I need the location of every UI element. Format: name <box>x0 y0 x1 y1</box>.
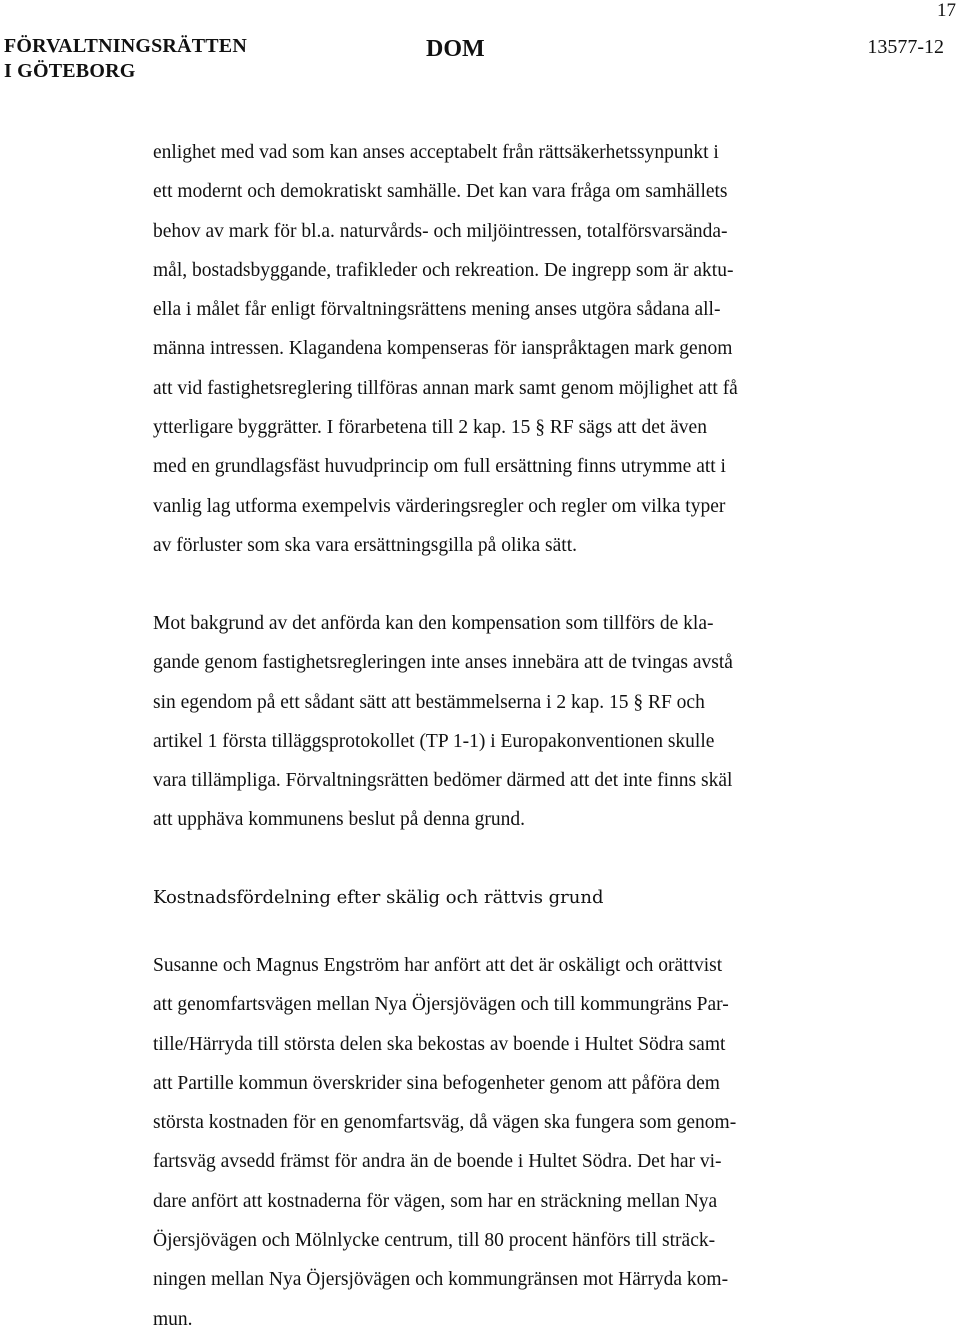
text-line: mun. <box>153 1308 193 1330</box>
court-name-line-1: FÖRVALTNINGSRÄTTEN <box>4 35 247 57</box>
text-line: Mot bakgrund av det anförda kan den kompensation som tillförs de kla- <box>153 613 714 634</box>
text-line: ytterligare byggrätter. I förarbetena till 2 kap. 15 § RF sägs att det även <box>153 417 707 439</box>
paragraph-2 <box>153 604 853 840</box>
text-line: Öjersjövägen och Mölnlycke centrum, till 80 procent hänförs till sträck- <box>153 1230 716 1252</box>
text-line: gande genom fastighetsregleringen inte anses innebära att de tvingas avstå <box>153 652 733 674</box>
text-line: vanlig lag utforma exempelvis värderingsregler och regler om vilka typer <box>153 495 726 517</box>
text-line: att Partille kommun överskrider sina befogenheter genom att påföra dem <box>153 1072 720 1094</box>
text-line: tille/Härryda till största delen ska bekostas av boende i Hultet Södra samt <box>153 1033 726 1055</box>
document-header <box>4 34 944 90</box>
text-line: enlighet med vad som kan anses acceptabelt från rättsäkerhetssynpunkt i <box>153 142 719 163</box>
text-line: dare anfört att kostnaderna för vägen, som har en sträckning mellan Nya <box>153 1190 718 1212</box>
text-line: största kostnaden för en genomfartsväg, då vägen ska fungera som genom- <box>153 1112 737 1134</box>
text-line: ella i målet får enligt förvaltningsrättens mening anses utgöra sådana all- <box>153 299 721 321</box>
paragraph-3 <box>153 946 853 1339</box>
text-line: att genomfartsvägen mellan Nya Öjersjövägen och till kommungräns Par- <box>153 994 729 1016</box>
text-line: vara tillämpliga. Förvaltningsrätten bedömer därmed att det inte finns skäl <box>153 770 733 792</box>
text-line: ningen mellan Nya Öjersjövägen och kommungränsen mot Härryda kom- <box>153 1269 729 1291</box>
case-number: 13577-12 <box>867 36 944 58</box>
text-line: Susanne och Magnus Engström har anfört att det är oskäligt och orättvist <box>153 955 723 976</box>
document-type: DOM <box>426 36 485 62</box>
text-line: att vid fastighetsreglering tillföras annan mark samt genom möjlighet att få <box>153 377 738 399</box>
text-line: artikel 1 första tilläggsprotokollet (TP 1-1) i Europakonventionen skulle <box>153 730 715 752</box>
paragraph-1 <box>153 133 853 565</box>
text-line: ett modernt och demokratiskt samhälle. Det kan vara fråga om samhällets <box>153 181 728 203</box>
text-line: behov av mark för bl.a. naturvårds- och miljöintressen, totalförsvarsända- <box>153 220 728 242</box>
court-name-line-2: I GÖTEBORG <box>4 60 136 82</box>
text-line: männa intressen. Klagandena kompenseras för ianspråktagen mark genom <box>153 338 733 360</box>
text-line: att upphäva kommunens beslut på denna grund. <box>153 809 526 831</box>
text-line: av förluster som ska vara ersättningsgilla på olika sätt. <box>153 534 578 556</box>
text-line: mål, bostadsbyggande, trafikleder och rekreation. De ingrepp som är aktu- <box>153 259 734 281</box>
text-line: sin egendom på ett sådant sätt att bestämmelserna i 2 kap. 15 § RF och <box>153 691 705 713</box>
section-heading: Kostnadsfördelning efter skälig och rättvis grund <box>153 887 604 908</box>
court-name <box>4 34 247 84</box>
text-line: med en grundlagsfäst huvudprincip om full ersättning finns utrymme att i <box>153 456 726 478</box>
text-line: fartsväg avsedd främst för andra än de boende i Hultet Södra. Det har vi- <box>153 1151 722 1173</box>
page-number: 17 <box>937 0 956 21</box>
